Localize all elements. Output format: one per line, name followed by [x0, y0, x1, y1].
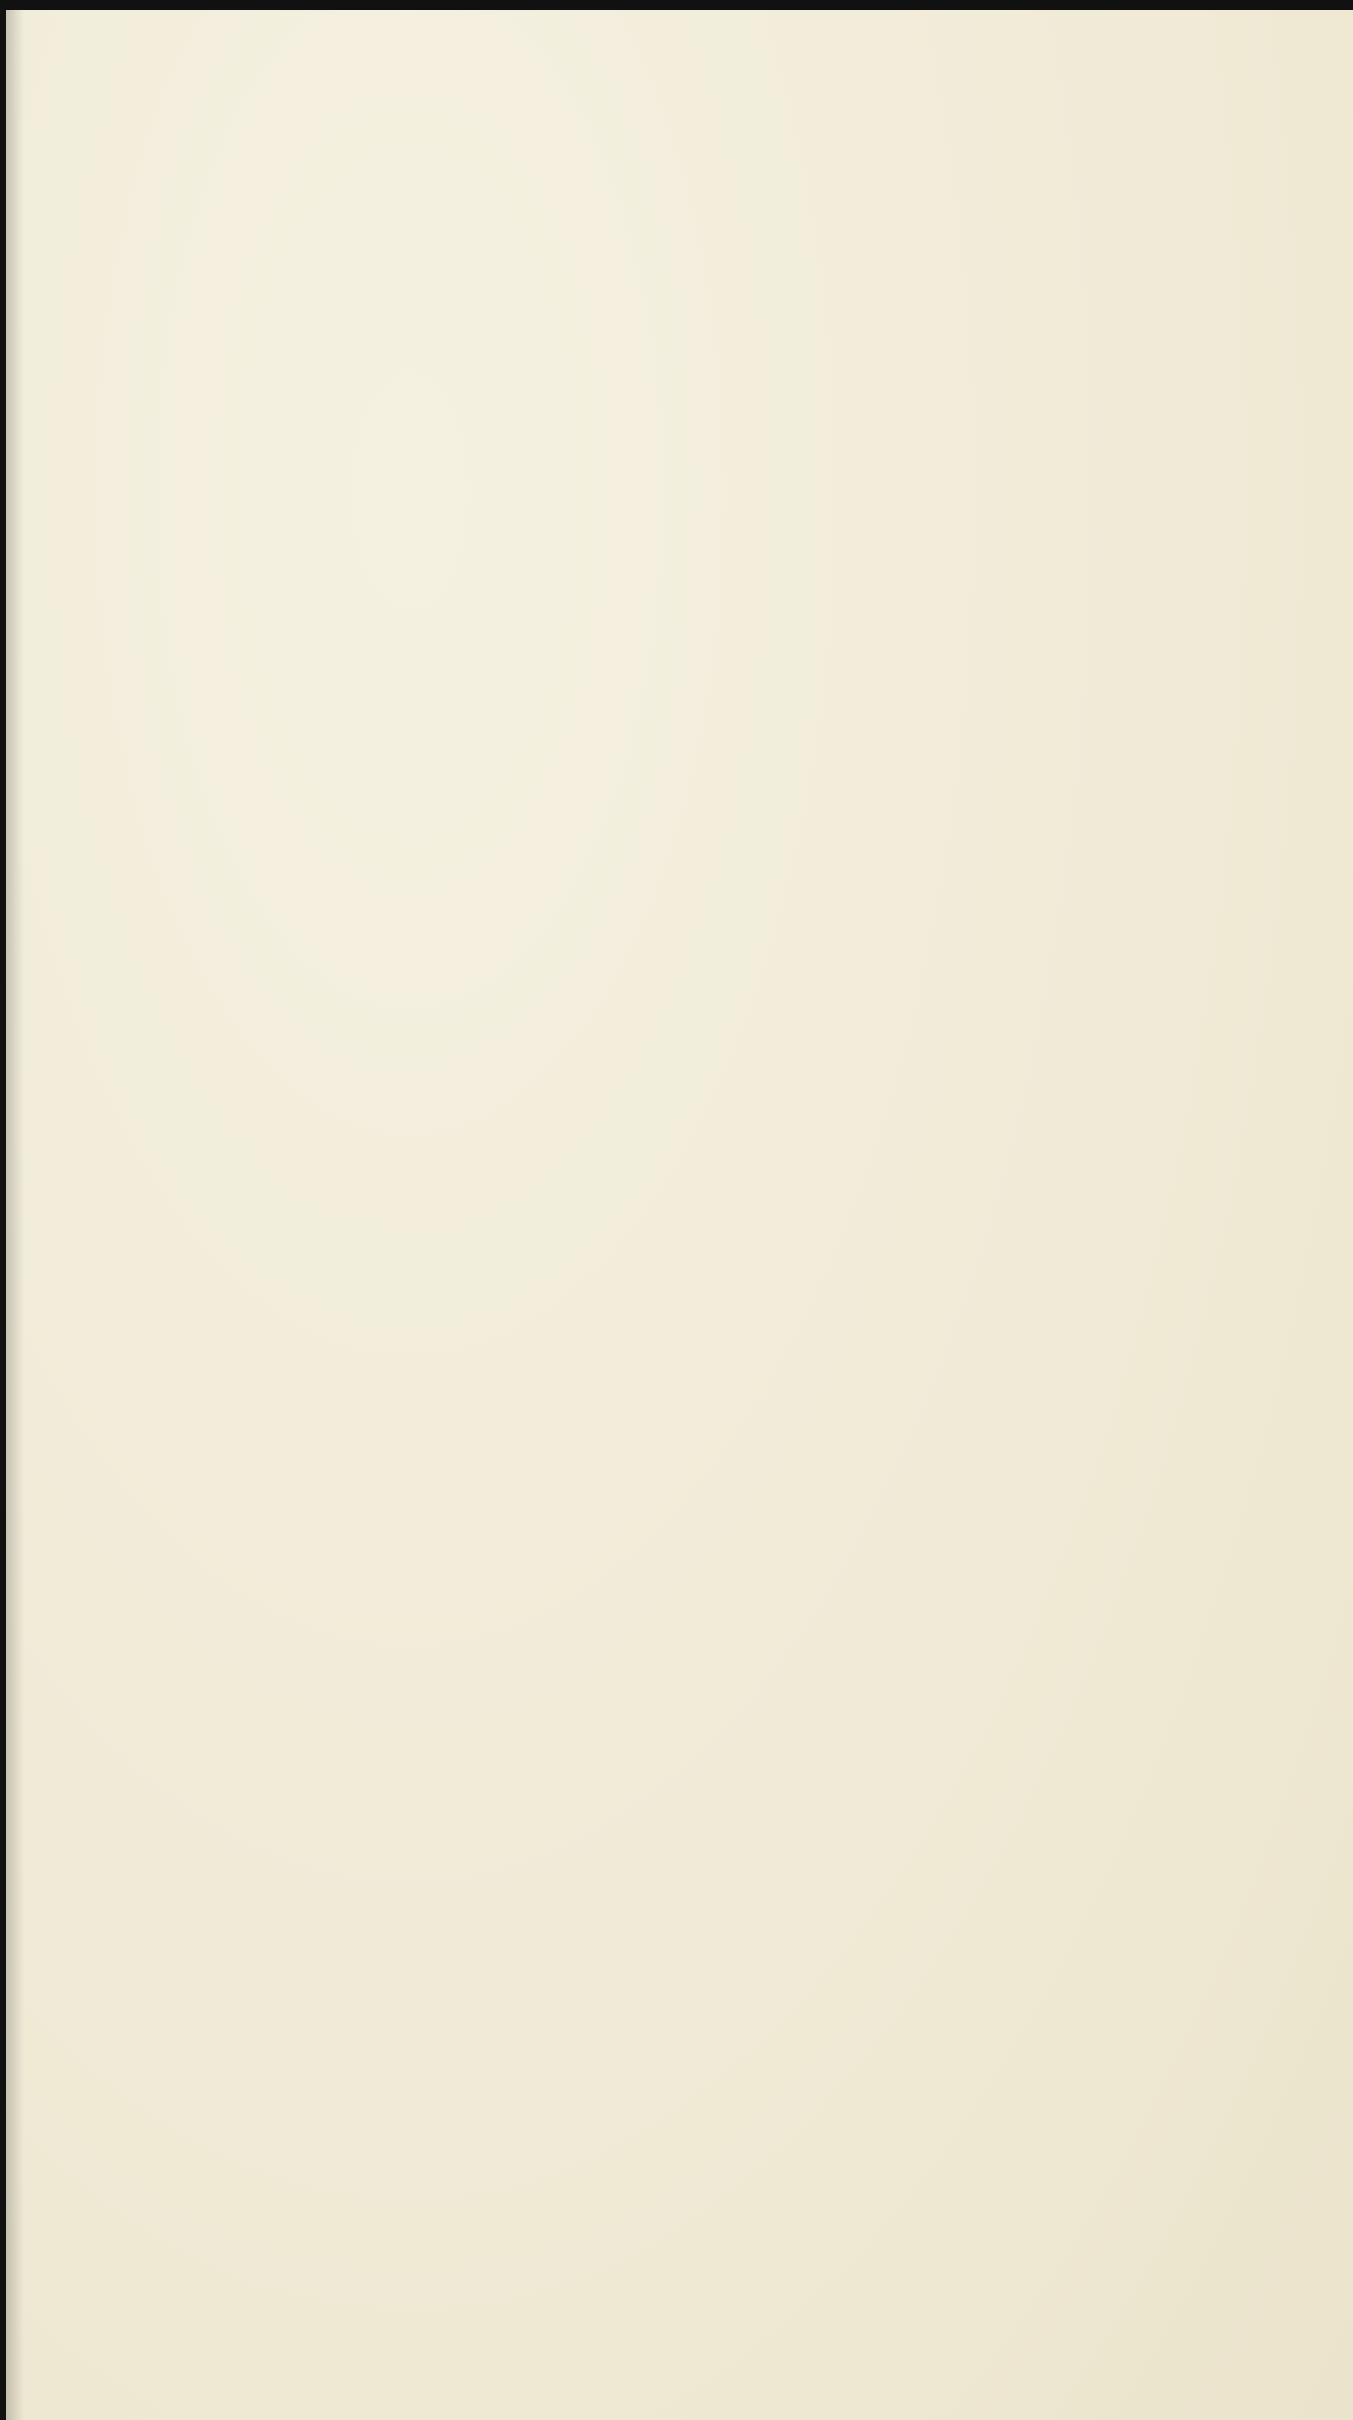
- page-edge-shadow: [6, 10, 24, 2420]
- ornamental-divider: [181, 825, 1181, 855]
- book-page: [6, 10, 1353, 2420]
